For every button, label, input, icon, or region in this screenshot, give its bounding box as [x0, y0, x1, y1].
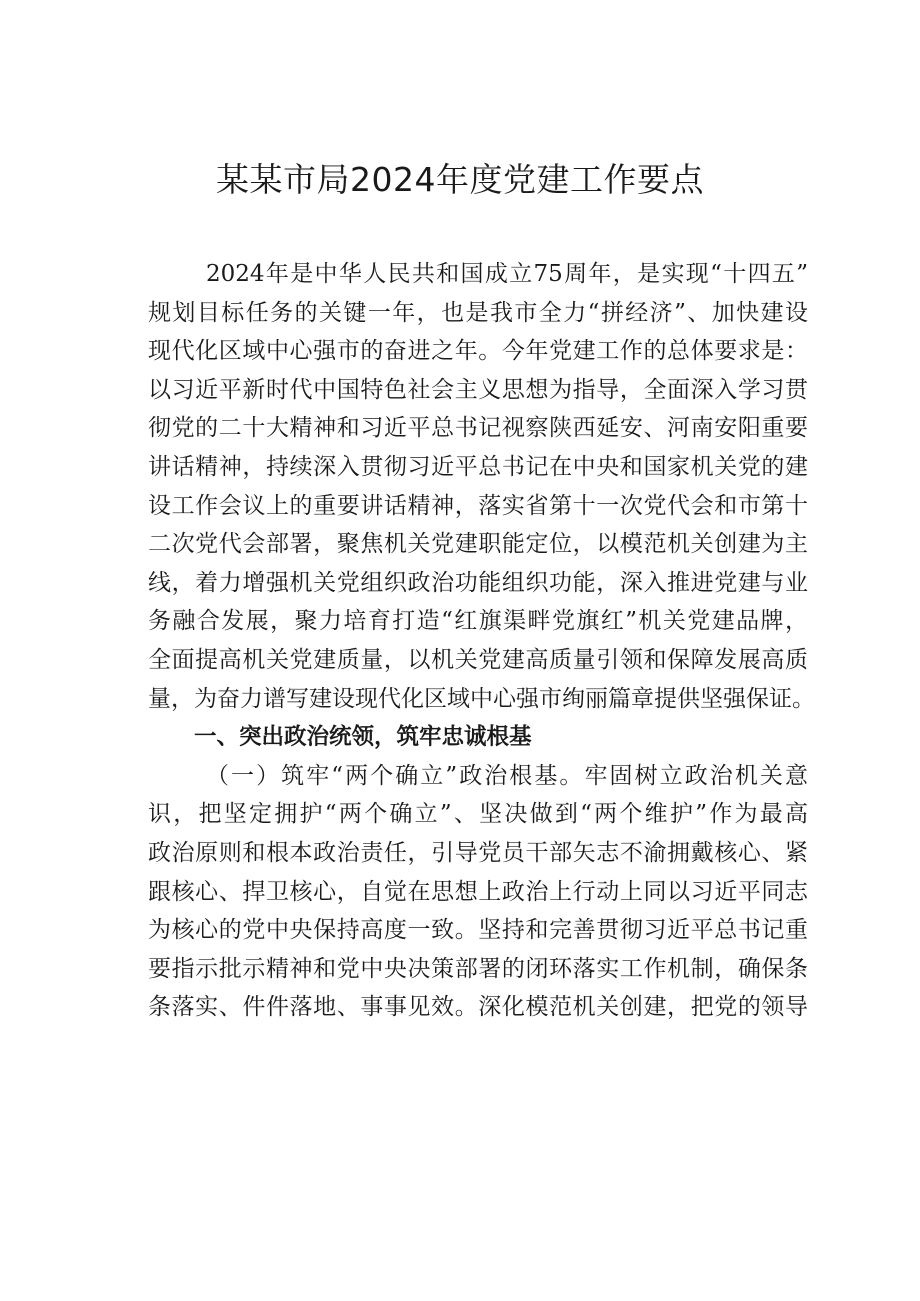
intro-line-1: 2024年是中华人民共和国成立75周年，是实现“十四五” — [206, 261, 808, 287]
intro-line-6: 讲话精神，持续深入贯彻习近平总书记在中央和国家机关党的建 — [148, 453, 808, 480]
intro-line-5: 彻党的二十大精神和习近平总书记视察陕西延安、河南安阳重要 — [148, 415, 808, 442]
intro-line-7: 设工作会议上的重要讲话精神，落实省第十一次党代会和市第十 — [148, 492, 808, 519]
section-line-5: 为核心的党中央保持高度一致。坚持和完善贯彻习近平总书记重 — [148, 917, 808, 944]
section-line-3: 政治原则和根本政治责任，引导党员干部矢志不渝拥戴核心、紧 — [148, 839, 808, 866]
intro-line-8: 二次党代会部署，聚焦机关党建职能定位，以模范机关创建为主 — [148, 531, 808, 558]
intro-line-9: 线，着力增强机关党组织政治功能组织功能，深入推进党建与业 — [148, 569, 808, 596]
section-line-1: （一）筑牢“两个确立”政治根基。牢固树立政治机关意 — [206, 762, 808, 789]
section-line-7: 条落实、件件落地、事事见效。深化模范机关创建，把党的领导 — [148, 994, 808, 1021]
intro-line-3: 现代化区域中心强市的奋进之年。今年党建工作的总体要求是： — [148, 338, 808, 365]
intro-line-10: 务融合发展，聚力培育打造“红旗渠畔党旗红”机关党建品牌， — [148, 608, 808, 635]
document-body — [148, 255, 815, 1027]
intro-line-4: 以习近平新时代中国特色社会主义思想为指导，全面深入学习贯 — [148, 376, 808, 403]
section-line-4: 跟核心、捍卫核心，自觉在思想上政治上行动上同以习近平同志 — [148, 878, 808, 905]
document-title: 某某市局2024年度党建工作要点 — [216, 160, 704, 199]
section-line-6: 要指示批示精神和党中央决策部署的闭环落实工作机制，确保条 — [148, 955, 808, 982]
section-line-2: 识，把坚定拥护“两个确立”、坚决做到“两个维护”作为最高 — [148, 801, 808, 828]
intro-line-2: 规划目标任务的关键一年，也是我市全力“拼经济”、加快建设 — [148, 299, 808, 326]
section-heading: 一、突出政治统领，筑牢忠诚根基 — [194, 724, 532, 751]
intro-line-12: 量，为奋力谱写建设现代化区域中心强市绚丽篇章提供坚强保证。 — [148, 685, 815, 712]
intro-line-11: 全面提高机关党建质量，以机关党建高质量引领和保障发展高质 — [148, 646, 808, 673]
